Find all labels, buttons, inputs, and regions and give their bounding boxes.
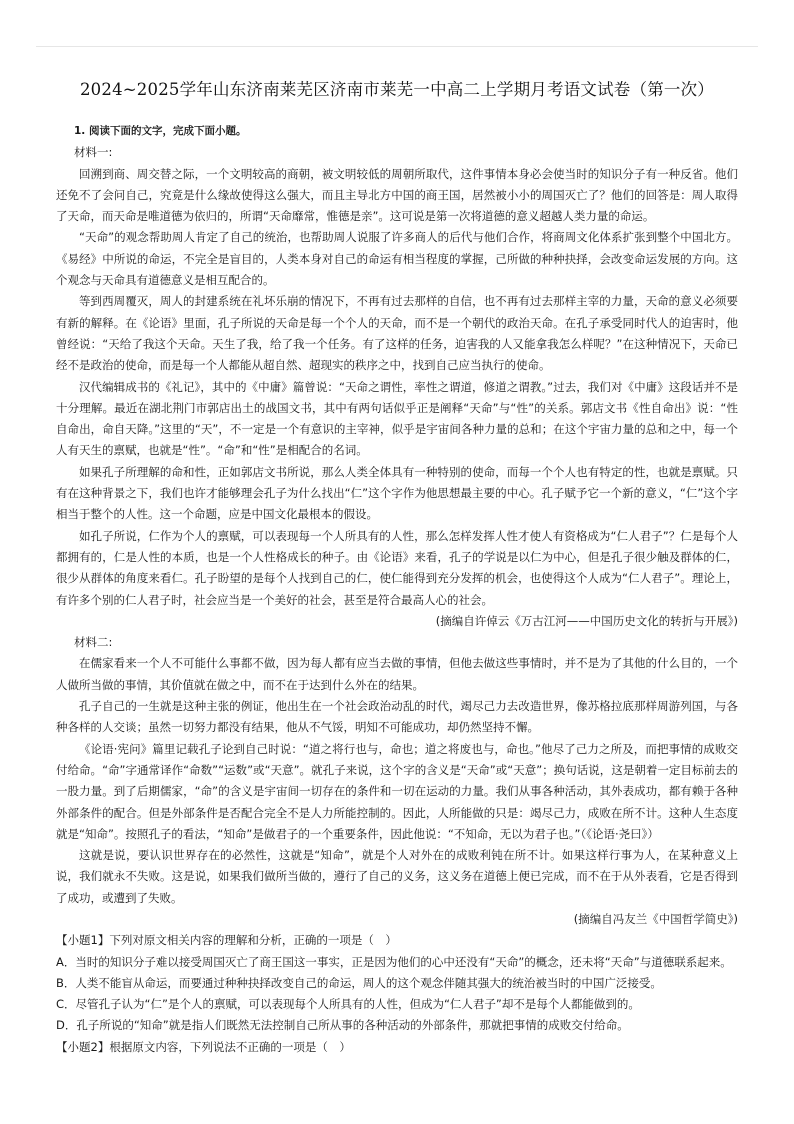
material1-paragraph: 回溯到商、周交替之际，一个文明较高的商朝，被文明较低的周朝所取代，这件事情本身必会使当时的知识分子有一种反省。他们还免不了会问自己，究竟是什么缘故使得这么强大，而且主导北方中国的商王国，居然被小小的周国灭亡了？他们的回答是：周人取得了天命，而天命是唯道德为依归的，所谓“天命靡常，惟德是亲”。这可说是第一次将道德的意义超越人类力量的命运。: [56, 166, 738, 224]
top-divider: [36, 46, 758, 47]
material1-label: 材料一:: [74, 145, 113, 160]
question1-option-b[interactable]: B．人类不能盲从命运，而要通过种种抉择改变自己的命运，周人的这个观念伴随其强大的统治被当时的中国广泛接受。: [56, 975, 662, 990]
exam-content: [56, 121, 738, 1058]
material1-paragraph: 如孔子所说，仁作为个人的禀赋，可以表现每一个人所具有的人性，那么怎样发挥人性才使人有资格成为“仁人君子”？仁是每个人都拥有的，仁是人性的本质，也是一个人性格成长的种子。由《论语》来看，孔子的学说是以仁为中心，但是孔子很少触及群体的仁，很少从群体的角度来看仁。孔子盼望的是每个人找到自己的仁，使仁能得到充分发挥的机会，也使得这个人成为“仁人君子”。理论上，有许多个别的仁人君子时，社会应当是一个美好的社会，甚至是符合最高人心的社会。: [56, 528, 738, 607]
material1-paragraph: 等到西周覆灭，周人的封建系统在礼坏乐崩的情况下，不再有过去那样的自信，也不再有过去那样主宰的力量，天命的意义必须要有新的解释。在《论语》里面，孔子所说的天命是每一个个人的天命，而不是一个朝代的政治天命。在孔子承受同时代人的迫害时，他曾经说：“天给了我这个天命。天生了我，给了我一个任务。有了这样的任务，迫害我的人又能拿我怎么样呢？”在这种情况下，天命已经不是政治的使命，而是每一个人都能从超自然、超现实的秩序之中，找到自己应当执行的使命。: [56, 294, 738, 373]
material2-paragraph: 孔子自己的一生就是这种主张的例证，他出生在一个社会政治动乱的时代，竭尽己力去改造世界，像苏格拉底那样周游列国，与各种各样的人交谈；虽然一切努力都没有结果，他从不气馁，明知不可能成功，却仍然坚持不懈。: [56, 699, 738, 735]
material2-paragraph: 这就是说，要认识世界存在的必然性，这就是“知命”，就是个人对外在的成败利钝在所不计。如果这样行事为人，在某种意义上说，我们就永不失败。这是说，如果我们做所当做的，遵行了自己的义务，这义务在道德上便已完成，而不在于从外表看，它是否得到了成功，或遭到了失败。: [56, 848, 738, 905]
question2-stem: 【小题2】根据原文内容，下列说法不正确的一项是（ ）: [56, 1039, 351, 1054]
material1-source: (摘编自许倬云《万古江河——中国历史文化的转折与开展》): [435, 613, 738, 628]
material2-paragraph: 在儒家看来一个人不可能什么事都不做，因为每人都有应当去做的事情，但他去做这些事情时，并不是为了其他的什么目的，一个人做所当做的事情，其价值就在做之中，而不在于达到什么外在的结果。: [56, 656, 738, 692]
material2-paragraph: 《论语·宪问》篇里记载孔子论到自己时说：“道之将行也与，命也；道之将废也与，命也。”他尽了己力之所及，而把事情的成败交付给命。“命”字通常译作“命数”“运数”或“天意”。就孔子来说，这个字的含义是“天命”或“天意”；换句话说，这是朝着一定目标前去的一股力量。到了后期儒家，“命”的含义是宇宙间一切存在的条件和一切在运动的力量。我们从事各种活动，其外表成功，都有赖于各种外部条件的配合。但是外部条件是否配合完全不是人力所能控制的。因此，人所能做的只是：竭尽己力，成败在所不计。这种人生态度就是“知命”。按照孔子的看法，“知命”是做君子的一个重要条件，因此他说：“不知命，无以为君子也。”（《论语·尧曰》）: [56, 741, 738, 841]
material2-source: (摘编自冯友兰《中国哲学简史》): [573, 911, 738, 926]
question1-option-a[interactable]: A．当时的知识分子难以接受周国灭亡了商王国这一事实，正是因为他们的心中还没有“天命”的概念，还未将“天命”与道德联系起来。: [56, 954, 732, 969]
material2-label: 材料二:: [74, 635, 113, 650]
material1-paragraph: 汉代编辑成书的《礼记》，其中的《中庸》篇曾说：“天命之谓性，率性之谓道，修道之谓教。”过去，我们对《中庸》这段话并不是十分理解。最近在湖北荆门市郭店出土的战国文书，其中有两句话似乎正是阐释“天命”与“性”的关系。郭店文书《性自命出》说：“性自命出，命自天降。”这里的“天”，不一定是一个有意识的主宰神，似乎是宇宙间各种力量的总和；在这个宇宙力量的总和之中，每一个人有天生的禀赋，也就是“性”。“命”和“性”是相配合的名词。: [56, 379, 738, 458]
question1-stem: 【小题1】下列对原文相关内容的理解和分析，正确的一项是（ ）: [56, 933, 397, 948]
question-intro: 1. 阅读下面的文字，完成下面小题。: [74, 125, 247, 137]
material1-paragraph: 如果孔子所理解的命和性，正如郭店文书所说，那么人类全体具有一种特别的使命，而每一个个人也有特定的性，也就是禀赋。只有在这种背景之下，我们也许才能够理会孔子为什么找出“仁”这个字作为他思想最主要的中心。孔子赋予它一个新的意义，“仁”这个字相当于整个的人性。这一个命题，应是中国文化最根本的假设。: [56, 464, 738, 522]
question1-option-d[interactable]: D．孔子所说的“知命”就是指人们既然无法控制自己所从事的各种活动的外部条件，那就把事情的成败交付给命。: [56, 1018, 629, 1033]
material1-paragraph: “天命”的观念帮助周人肯定了自己的统治，也帮助周人说服了许多商人的后代与他们合作，将商周文化体系扩张到整个中国北方。《易经》中所说的命运，不完全是盲目的，人类本身对自己的命运有相当程度的掌握，己所做的种种抉择，会改变命运发展的方向。这个观念与天命具有道德意义是相互配合的。: [56, 230, 738, 288]
question1-option-c[interactable]: C．尽管孔子认为“仁”是个人的禀赋，可以表现每个人所具有的人性，但成为“仁人君子”却不是每个人都能做到的。: [56, 997, 640, 1012]
page-title: 2024~2025学年山东济南莱芜区济南市莱芜一中高二上学期月考语文试卷（第一次）: [79, 80, 714, 99]
